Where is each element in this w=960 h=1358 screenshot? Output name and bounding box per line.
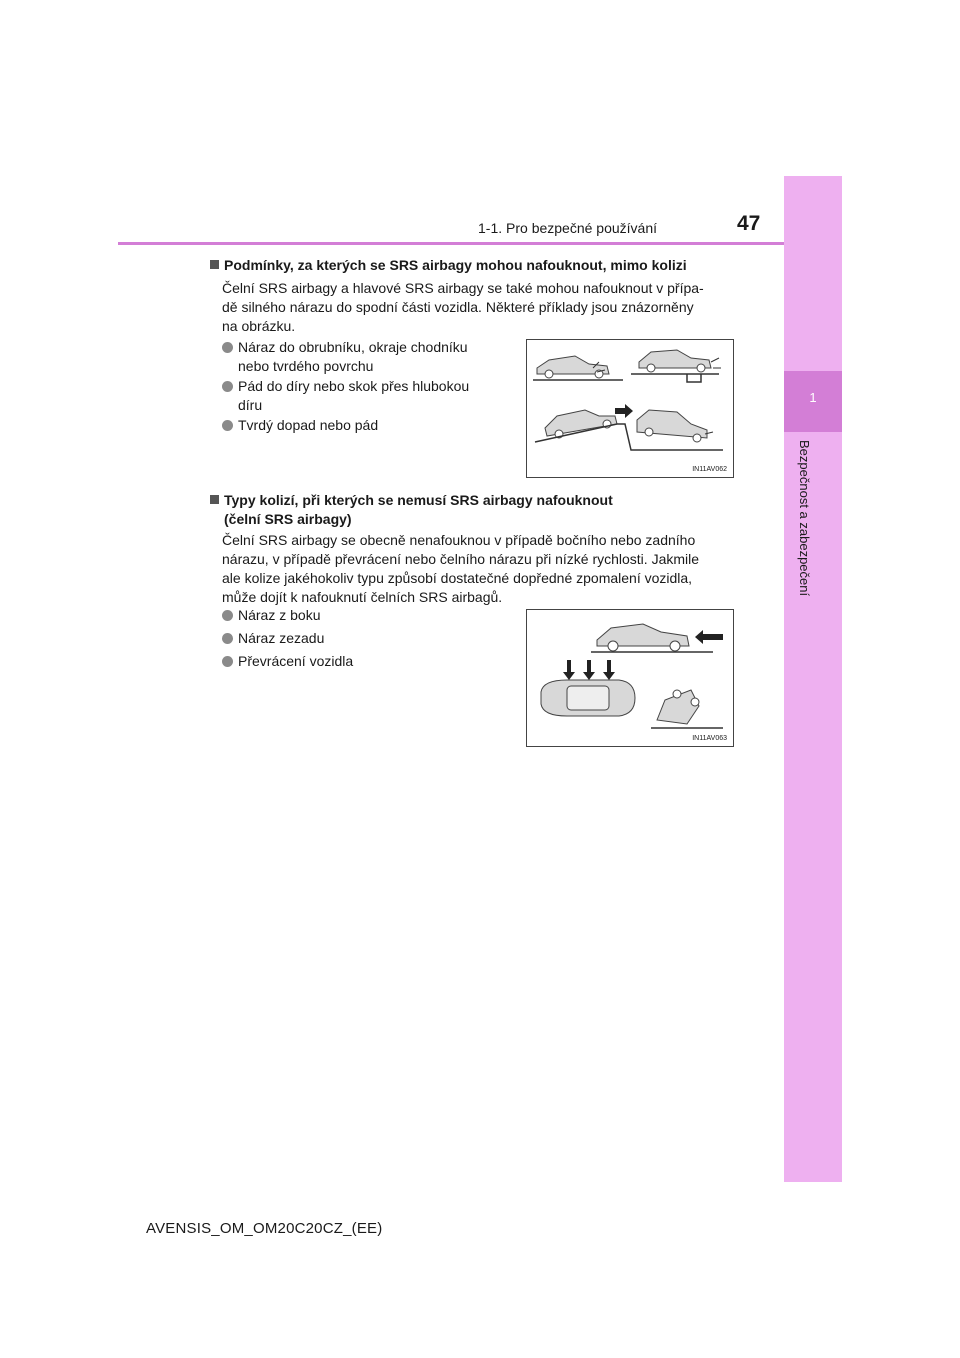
bullet-line: Pád do díry nebo skok přes hlubokou [238,378,470,394]
page-number: 47 [737,212,761,235]
bullet-dot-icon [222,610,233,621]
bullet-line: Převrácení vozidla [238,653,354,669]
bullet-line: díru [238,397,263,413]
chapter-side-tab [784,176,842,1182]
bullet-dot-icon [222,656,233,667]
paragraph-line: nárazu, v případě převrácení nebo čelního nárazu při nízké rychlosti. Jakmile [222,551,700,567]
list-item [222,606,502,625]
list-item [222,416,502,435]
paragraph-line: na obrázku. [222,318,296,334]
square-bullet-icon [210,495,219,504]
figure-label: IN11AV062 [692,466,727,473]
figure-label: IN11AV063 [692,735,727,742]
paragraph-line: Čelní SRS airbagy a hlavové SRS airbagy se také mohou nafouknout v přípa- [222,280,704,296]
bullet-dot-icon [222,420,233,431]
bullet-dot-icon [222,633,233,644]
section2-paragraph [222,531,745,607]
document-code: AVENSIS_OM_OM20C20CZ_(EE) [146,1220,383,1237]
square-bullet-icon [210,260,219,269]
bullet-dot-icon [222,342,233,353]
bullet-dot-icon [222,381,233,392]
list-item [222,377,502,415]
bullet-line: nebo tvrdého povrchu [238,358,374,374]
car-illustration-icon [527,340,733,477]
section1-heading [210,256,687,275]
list-item [222,629,502,648]
section2-heading [210,491,613,529]
section2-heading-line: (čelní SRS airbagy) [224,511,352,527]
header-rule [118,242,784,245]
paragraph-line: ale kolize jakéhokoliv typu způsobí dostatečné dopředné zpomalení vozidla, [222,570,693,586]
section-title: 1-1. Pro bezpečné používání [478,220,658,236]
chapter-number: 1 [809,390,817,405]
section2-heading-line: Typy kolizí, při kterých se nemusí SRS airbagy nafouknout [224,492,613,508]
bullet-line: Náraz zezadu [238,630,325,646]
car-illustration-icon [527,610,733,746]
paragraph-line: Čelní SRS airbagy se obecně nenafouknou v případě bočního nebo zadního [222,532,696,548]
section1-heading-text: Podmínky, za kterých se SRS airbagy mohou nafouknout, mimo kolizi [224,257,687,273]
bullet-line: Tvrdý dopad nebo pád [238,417,379,433]
figure-undercarriage-impacts [526,339,734,478]
bullet-line: Náraz do obrubníku, okraje chodníku [238,339,468,355]
bullet-line: Náraz z boku [238,607,321,623]
list-item [222,652,502,671]
chapter-title: Bezpečnost a zabezpečení [797,440,812,597]
paragraph-line: dě silného nárazu do spodní části vozidla. Některé příklady jsou znázorněny [222,299,694,315]
paragraph-line: může dojít k nafouknutí čelních SRS airbagů. [222,589,503,605]
figure-collision-types [526,609,734,747]
section1-paragraph [222,279,745,336]
list-item [222,338,502,376]
